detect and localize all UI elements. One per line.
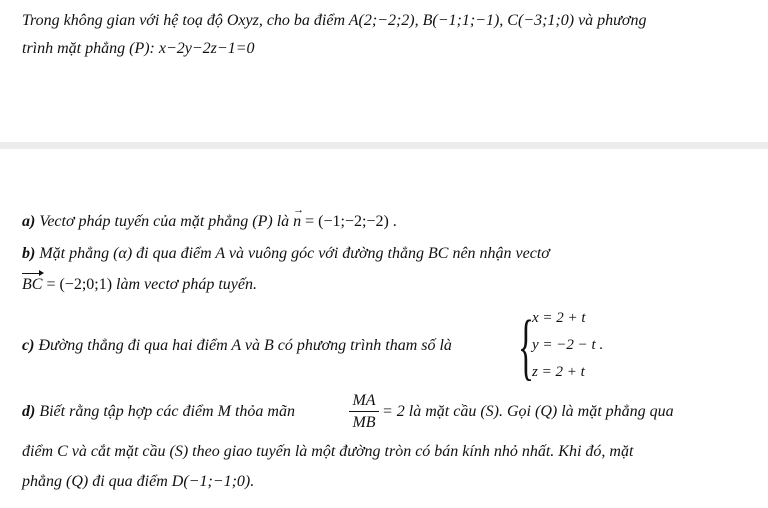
section-divider (0, 142, 768, 149)
intro-line-1: Trong không gian với hệ toạ độ Oxyz, cho ba điểm A(2;−2;2), B(−1;1;−1), C(−3;1;0) và phương (22, 12, 647, 29)
item-d-text-before: Biết rằng tập hợp các điểm M thỏa mãn (39, 403, 295, 420)
item-a-label: a) (22, 213, 36, 230)
item-d-line-3: phẳng (Q) đi qua điểm D(−1;−1;0). (22, 473, 255, 490)
item-b-tail: làm vectơ pháp tuyến. (116, 276, 257, 293)
parametric-system (518, 306, 618, 388)
vector-n: → n (293, 204, 305, 230)
item-b-value: = (−2;0;1) (46, 276, 113, 293)
item-b-label: b) (22, 245, 36, 262)
item-c-label: c) (22, 337, 35, 354)
system-brace: { (518, 306, 534, 388)
item-d-text-after: = 2 là mặt cầu (S). Gọi (Q) là mặt phẳng qua (382, 403, 674, 420)
equation-x: x = 2 + t (532, 310, 586, 326)
item-c-text: Đường thẳng đi qua hai điểm A và B có phương trình tham số là (38, 337, 452, 354)
equation-z: z = 2 + t (532, 364, 585, 380)
item-d-line-1 (22, 403, 295, 421)
item-c (22, 337, 452, 355)
item-a-text: Vectơ pháp tuyến của mặt phẳng (P) là (39, 213, 290, 230)
vector-bc: BC (22, 276, 42, 294)
item-d-label: d) (22, 403, 36, 420)
item-d-line-2: điểm C và cắt mặt cầu (S) theo giao tuyến là một đường tròn có bán kính nhỏ nhất. Khi đó, mặt (22, 443, 634, 460)
equation-y: y = −2 − t . (532, 337, 604, 353)
fraction-denominator: MB (352, 414, 376, 431)
intro-line-2: trình mặt phẳng (P): x−2y−2z−1=0 (22, 40, 255, 57)
ratio-fraction (349, 392, 379, 432)
item-a-value: = (−1;−2;−2) . (305, 213, 397, 230)
fraction-numerator: MA (349, 392, 379, 412)
item-b-text: Mặt phẳng (α) đi qua điểm A và vuông góc với đường thẳng BC nên nhận vectơ (39, 245, 550, 262)
item-a (22, 204, 397, 231)
item-b-line-1 (22, 245, 550, 263)
item-b-line-2 (22, 276, 257, 294)
